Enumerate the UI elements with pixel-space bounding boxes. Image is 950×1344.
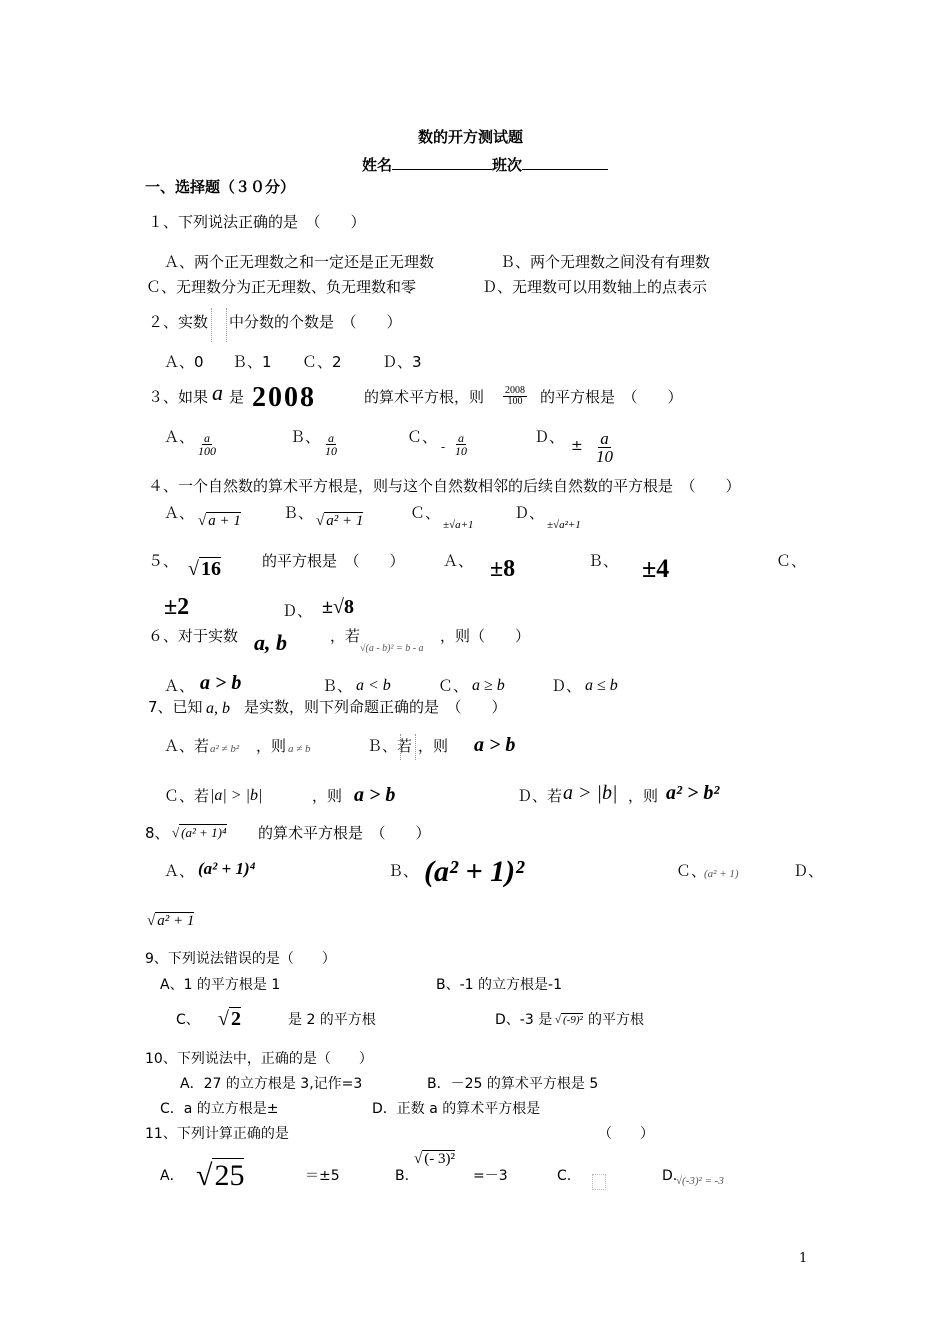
q8-radicand: (a² + 1)⁴ [181,825,227,840]
q6-stem-pre: ６、对于实数 [148,627,239,645]
name-label [362,153,608,174]
class-label-text: 班次 [492,156,523,174]
q10-option-d: D．正数 a 的算术平方根是 [372,1101,541,1117]
q11-stem: 11、下列计算正确的是 [145,1126,289,1142]
q3-b-frac [325,432,337,457]
q6-option-b: Ｂ、 [322,677,353,695]
q4-stem: ４、一个自然数的算术平方根是，则与这个自然数相邻的后续自然数的平方根是 （ ） [148,477,741,495]
q9-stem: 9、下列说法错误的是（ ） [145,951,336,967]
q8-c-expr: (a² + 1) [704,868,739,880]
q3-b-den: 10 [325,444,337,458]
q6-c-expr: a ≥ b [472,677,505,694]
q9-d-sqrt: √ (-9)² [555,1014,583,1026]
q3-a-num: a [204,431,210,445]
q8-d-expr: √ a² + 1 [147,913,195,929]
q10-option-c: C．a 的立方根是± [160,1101,279,1117]
q3-stem-pre: ３、如果 [148,388,209,406]
q3-d-den: 10 [596,447,613,466]
q5-sqrt: √ 16 [188,558,221,580]
q7-option-b: Ｂ、若 [367,737,413,755]
q11-a-result: ＝±5 [305,1168,340,1184]
name-label-text: 姓名 [362,156,393,174]
q6-stem-post: ，则（ ） [440,627,531,645]
q11-option-c: C. [557,1168,572,1184]
q9-c-radicand: 2 [230,1008,241,1030]
q6-condition: √(a - b)² = b - a [360,643,424,654]
q3-var-a: a [212,380,223,405]
q8-option-c: Ｃ、 [676,862,707,880]
q6-option-d: Ｄ、 [551,677,582,695]
q1-option-a: Ａ、两个正无理数之和一定还是正无理数 [164,253,435,271]
q3-fraction [503,386,527,407]
q5-option-a: Ａ、 [443,552,474,570]
q8-expr: √ (a² + 1)⁴ [172,825,227,840]
q11-option-b: B. [395,1168,410,1184]
q6-option-c: Ｃ、 [438,677,469,695]
q5-a-expr: ±8 [490,556,516,582]
q5-option-d: Ｄ、 [282,602,313,620]
q4-b-expr: √ a² + 1 [316,513,364,529]
q7-option-d: Ｄ、若 [517,787,563,805]
q3-stem-mid2: 的算术平方根，则 [364,388,485,406]
q7-d-then: ，则 [628,787,659,805]
q5-radicand: 16 [200,558,221,580]
q9-option-d-pre: D、-3 是 [495,1012,553,1028]
q11-b-radicand: (- 3)² [424,1151,455,1167]
q7-c-then: ，则 [312,787,343,805]
q5-option-c: Ｃ、 [776,552,807,570]
q7-d-res: a² > b² [666,782,720,804]
q8-d-radicand: a² + 1 [157,913,195,929]
q7-stem-post: 是实数，则下列命题正确的是 （ ） [244,698,507,716]
q7-c-res: a > b [354,784,396,806]
q3-c-den: 10 [455,444,467,458]
q3-option-b: Ｂ、 [290,428,321,446]
q9-c-sqrt: √ 2 [218,1008,241,1030]
q9-option-c-post: 是 2 的平方根 [288,1012,376,1028]
q7-b-res: a > b [474,734,516,756]
q11-a-radicand: 25 [214,1159,245,1192]
q4-a-expr: √ a + 1 [198,513,241,529]
q3-c-sign: - [441,440,446,454]
q6-d-expr: a ≤ b [585,677,618,694]
q8-a-expr: (a² + 1)⁴ [198,859,256,878]
q8-option-b: Ｂ、 [388,862,419,880]
q10-option-b: B．－25 的算术平方根是 5 [427,1076,599,1092]
q11-a-sqrt: √25 [196,1159,245,1192]
q7-a-then: ，则 [256,737,287,755]
q7-stem-pre: 7、已知 [148,698,203,716]
q4-b-radicand: a² + 1 [326,513,364,529]
name-blank[interactable] [392,153,492,170]
q8-b-expr: (a² + 1)² [424,855,525,888]
class-blank[interactable] [522,153,608,170]
q11-c-expr-image [592,1174,606,1190]
q3-option-c: Ｃ、 [407,428,438,446]
q2-stem-post: 中分数的个数是 （ ） [229,313,402,331]
q2-option-d: Ｄ、3 [382,353,422,371]
q11-d-expr: √(-3)² = -3 [676,1175,724,1187]
q8-option-d: Ｄ、 [793,862,824,880]
q7-option-a: Ａ、若 [164,737,210,755]
q3-a-den: 100 [198,444,216,458]
q5-stem-pre: ５、 [148,552,179,570]
q3-frac-den: 100 [507,396,523,407]
q2-number-list-image [211,308,227,342]
q1-option-d: Ｄ、无理数可以用数轴上的点表示 [482,278,708,296]
q3-d-num: a [600,429,609,448]
q7-c-cond: |a| > |b| [210,787,263,804]
q7-option-c: Ｃ、若 [164,787,210,805]
section-heading: 一、选择题（３０分） [145,178,296,196]
page-number: 1 [799,1251,808,1266]
q3-option-a: Ａ、 [164,428,195,446]
q3-c-num: a [458,431,464,445]
q3-stem-mid1: 是 [229,388,245,406]
q4-option-b: Ｂ、 [283,504,314,522]
q5-c-expr: ±2 [164,594,190,620]
q6-option-a: Ａ、 [164,677,195,695]
q2-option-a: Ａ、0 [164,353,204,371]
q4-c-expr: ±√a+1 [443,519,474,531]
q6-b-expr: a < b [356,677,391,694]
q8-stem-post: 的算术平方根是 （ ） [258,824,431,842]
q1-stem: １、下列说法正确的是 （ ） [148,213,366,231]
q5-b-expr: ±4 [642,554,670,583]
q3-b-num: a [328,431,334,445]
q6-vars: a, b [254,630,287,655]
q1-option-c: Ｃ、无理数分为正无理数、负无理数和零 [146,278,417,296]
page-title: 数的开方测试题 [418,128,524,146]
q10-option-a: A．27 的立方根是 3,记作=3 [180,1076,363,1092]
q11-option-d: D. [662,1168,678,1184]
q5-d-expr: ±√8 [322,596,354,618]
q4-option-c: Ｃ、 [410,504,441,522]
q7-a-cond: a² ≠ b² [210,743,240,755]
q3-stem-post: 的平方根是 （ ） [540,388,683,406]
q6-stem-mid: ，若 [330,627,361,645]
q9-d-radicand: (-9)² [563,1014,583,1026]
q2-stem-pre: ２、实数 [148,313,209,331]
q5-stem-post: 的平方根是 （ ） [262,552,405,570]
q11-paren: （ ） [598,1126,654,1142]
q3-a-frac [198,432,216,457]
q6-a-expr: a > b [200,672,242,694]
q3-d-sign: ± [571,438,583,454]
q7-vars: a, b [206,700,230,717]
q7-b-cond-image [400,734,416,760]
q3-d-frac [596,430,613,465]
q10-stem: 10、下列说法中，正确的是（ ） [145,1051,373,1067]
q4-option-d: Ｄ、 [514,504,545,522]
q11-b-result: =－3 [473,1168,508,1184]
q9-option-a: A、1 的平方根是 1 [160,977,281,993]
q3-big-value: 2008 [252,382,316,413]
q8-option-a: Ａ、 [164,862,195,880]
q7-d-cond: a > |b| [563,782,618,804]
q2-option-c: Ｃ、2 [302,353,342,371]
q9-option-c-pre: C、 [176,1012,200,1028]
q9-option-d-post: 的平方根 [588,1012,644,1028]
q3-frac-num: 2008 [505,385,525,396]
q3-option-d: Ｄ、 [534,428,565,446]
q5-option-b: Ｂ、 [588,552,619,570]
q11-b-sqrt: √ (- 3)² [414,1151,455,1167]
q4-option-a: Ａ、 [164,504,195,522]
q7-b-then: ，则 [418,737,449,755]
q4-d-expr: ±√a²+1 [547,519,581,531]
q7-a-res: a ≠ b [288,743,311,755]
q3-c-frac [455,432,467,457]
q2-option-b: Ｂ、1 [232,353,272,371]
q11-option-a: A． [160,1168,184,1184]
q4-a-radicand: a + 1 [208,513,241,529]
q8-stem-pre: 8、 [145,824,170,842]
q9-option-b: B、-1 的立方根是-1 [436,977,562,993]
q1-option-b: Ｂ、两个无理数之间没有有理数 [500,253,711,271]
